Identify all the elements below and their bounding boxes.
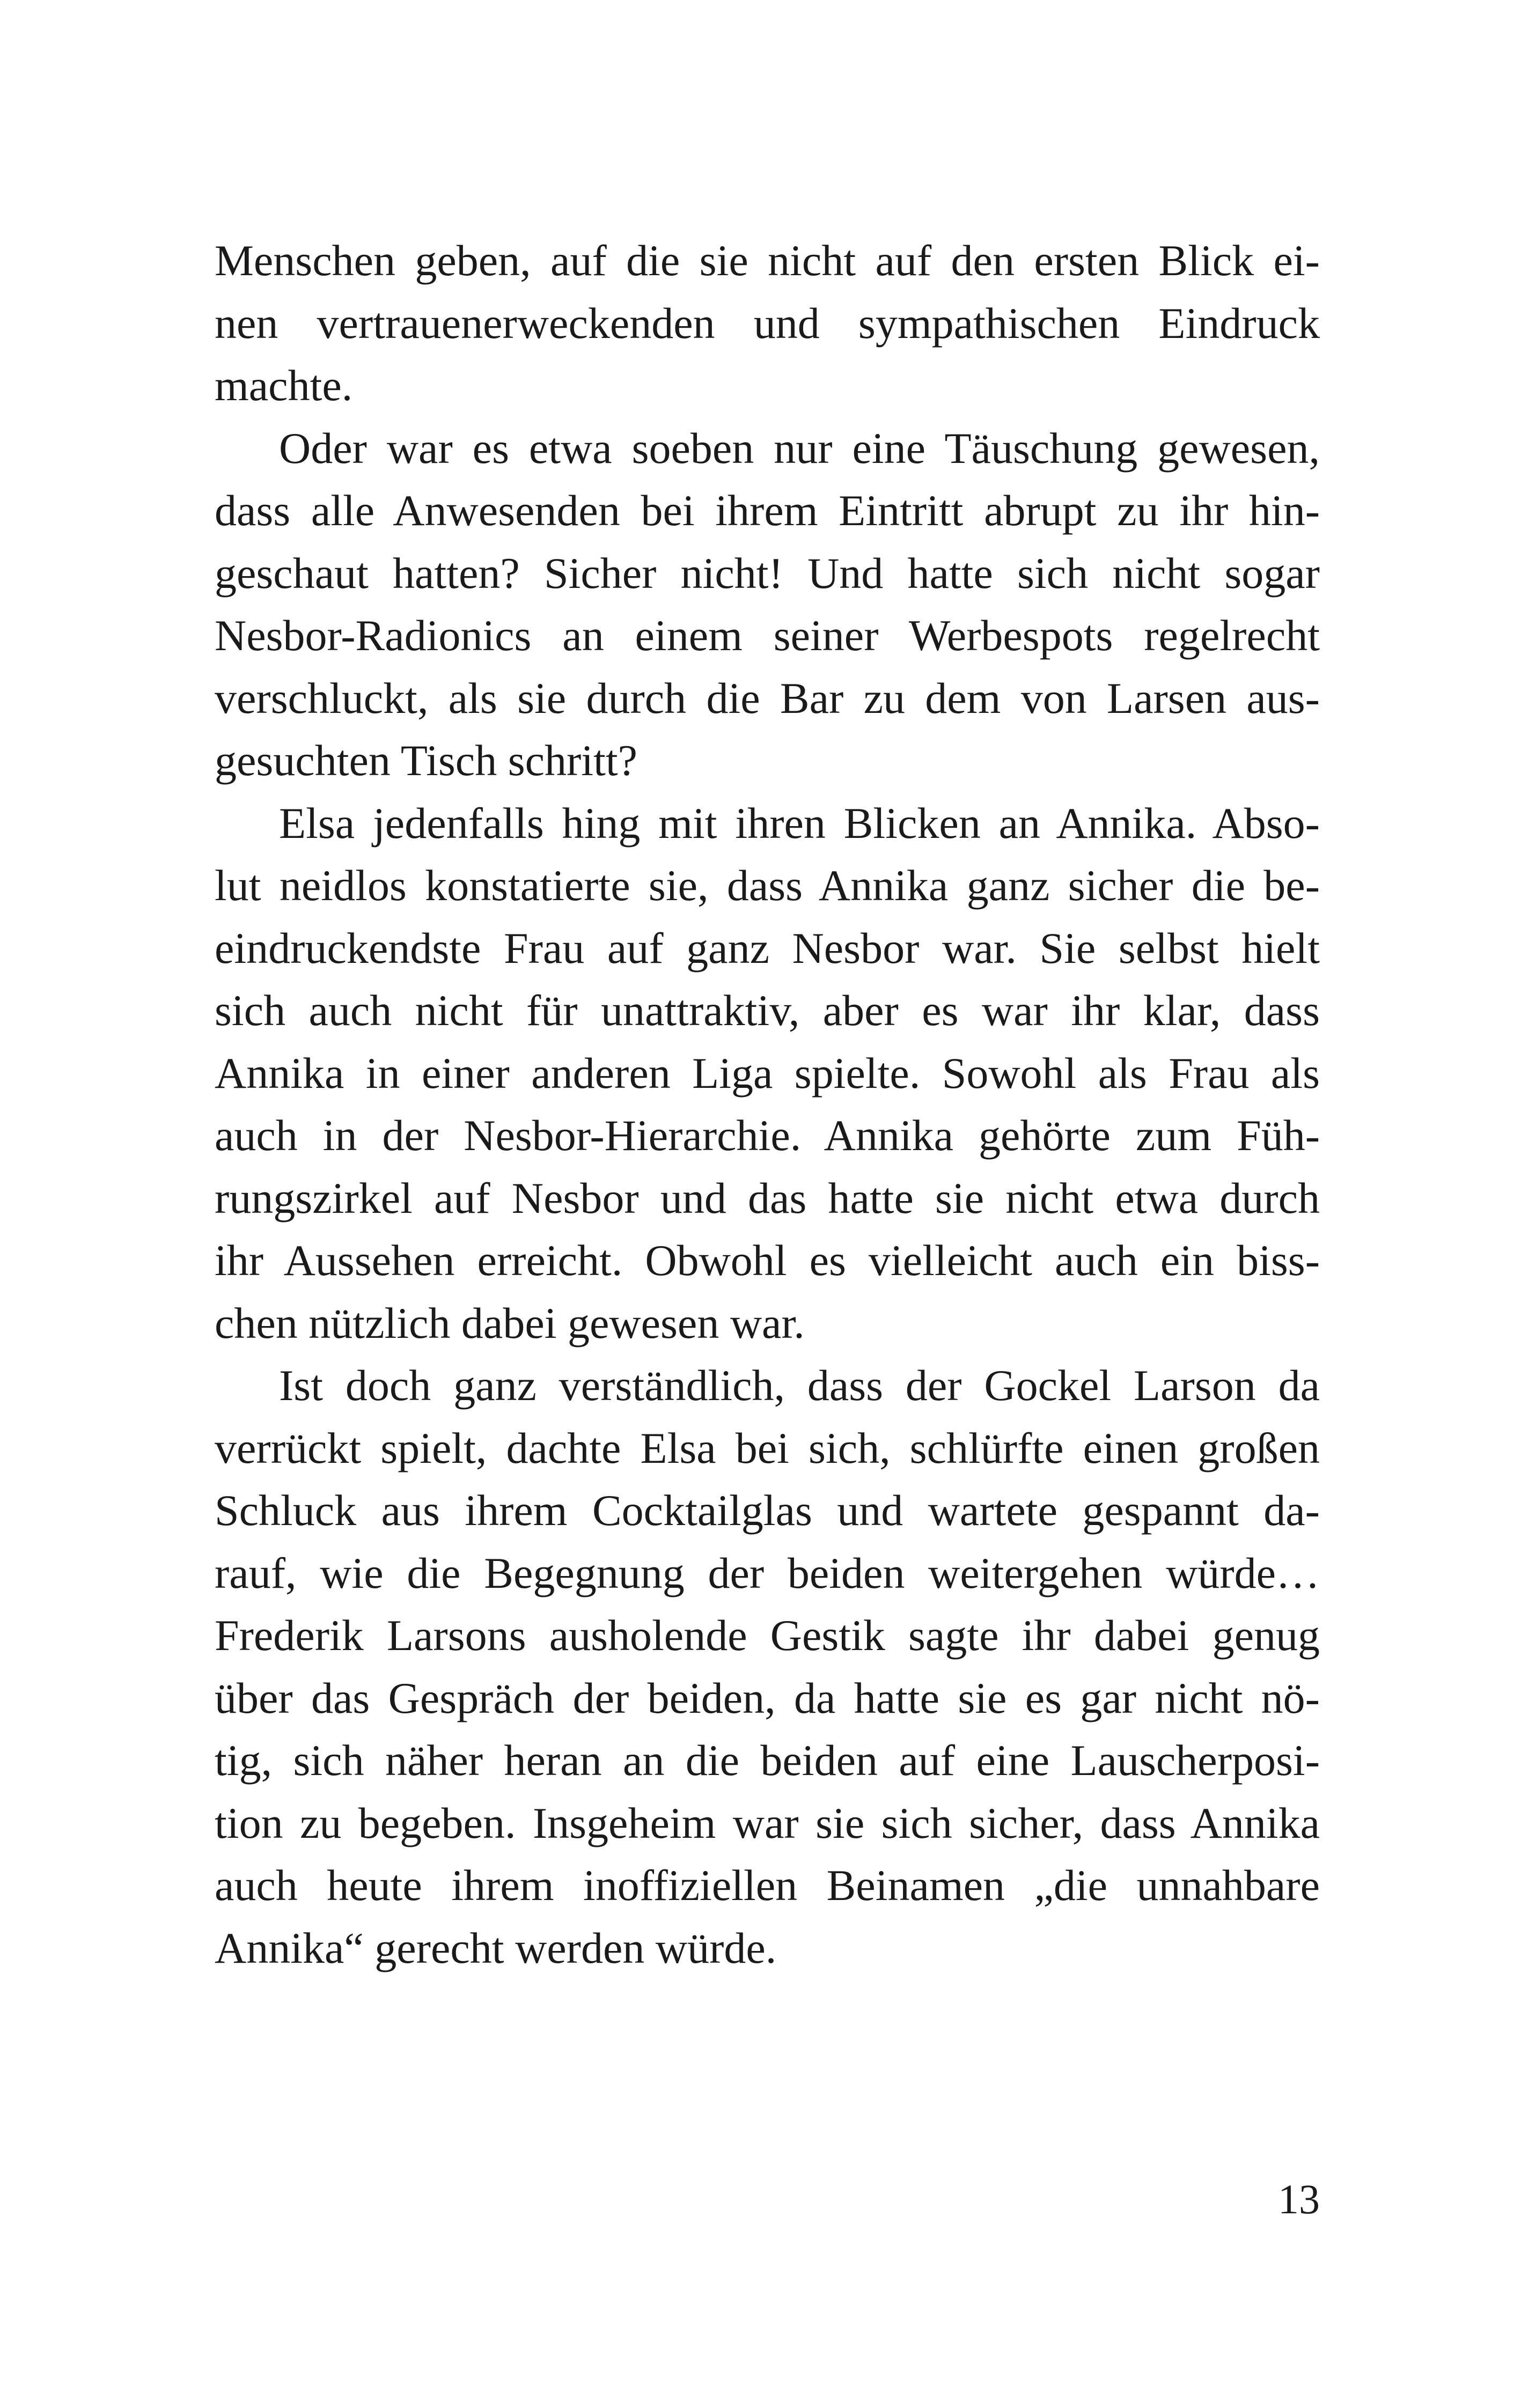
paragraph xyxy=(215,792,1320,1355)
text-line: verrückt spielt, dachte Elsa bei sich, schlürfte einen großen xyxy=(215,1423,1320,1472)
text-line: Nesbor-Radionics an einem seiner Werbespots regelrecht xyxy=(215,611,1320,660)
body-text xyxy=(215,230,1320,1979)
text-line: Elsa jedenfalls hing mit ihren Blicken an Annika. Abso- xyxy=(279,798,1320,848)
paragraph xyxy=(215,417,1320,792)
page-number: 13 xyxy=(1278,2176,1320,2222)
text-line: nen vertrauenerweckenden und sympathischen Eindruck xyxy=(215,298,1320,348)
text-line: lut neidlos konstatierte sie, dass Annika ganz sicher die be- xyxy=(215,861,1320,910)
text-line: über das Gespräch der beiden, da hatte sie es gar nicht nö- xyxy=(215,1673,1320,1722)
paragraph xyxy=(215,1354,1320,1979)
text-line: auch in der Nesbor-Hierarchie. Annika gehörte zum Füh- xyxy=(215,1111,1320,1160)
text-line: dass alle Anwesenden bei ihrem Eintritt abrupt zu ihr hin- xyxy=(215,486,1320,535)
text-line: sich auch nicht für unattraktiv, aber es war ihr klar, dass xyxy=(215,986,1320,1035)
text-line: eindruckendste Frau auf ganz Nesbor war. Sie selbst hielt xyxy=(215,923,1320,973)
text-line: chen nützlich dabei gewesen war. xyxy=(215,1298,805,1347)
text-line: verschluckt, als sie durch die Bar zu dem von Larsen aus- xyxy=(215,673,1320,723)
text-line: Schluck aus ihrem Cocktailglas und wartete gespannt da- xyxy=(215,1486,1320,1535)
text-line: auch heute ihrem inoffiziellen Beinamen „die unnahbare xyxy=(215,1861,1320,1910)
text-line: gesuchten Tisch schritt? xyxy=(215,736,638,785)
paragraph xyxy=(215,230,1320,417)
text-line: Frederik Larsons ausholende Gestik sagte ihr dabei genug xyxy=(215,1611,1320,1660)
text-line: rauf, wie die Begegnung der beiden weitergehen würde… xyxy=(215,1548,1320,1597)
text-line: ihr Aussehen erreicht. Obwohl es vielleicht auch ein biss- xyxy=(215,1236,1320,1285)
text-line: tion zu begeben. Insgeheim war sie sich sicher, dass Annika xyxy=(215,1798,1320,1847)
text-line: Annika in einer anderen Liga spielte. Sowohl als Frau als xyxy=(215,1048,1320,1098)
text-line: Oder war es etwa soeben nur eine Täuschung gewesen, xyxy=(279,423,1320,473)
text-line: Menschen geben, auf die sie nicht auf den ersten Blick ei- xyxy=(215,236,1320,285)
text-line: Ist doch ganz verständlich, dass der Gockel Larson da xyxy=(279,1361,1320,1410)
text-line: Annika“ gerecht werden würde. xyxy=(215,1923,777,1972)
text-line: machte. xyxy=(215,361,353,410)
text-line: tig, sich näher heran an die beiden auf eine Lauscherposi- xyxy=(215,1736,1320,1785)
text-line: rungszirkel auf Nesbor und das hatte sie nicht etwa durch xyxy=(215,1173,1320,1223)
text-line: geschaut hatten? Sicher nicht! Und hatte sich nicht sogar xyxy=(215,548,1320,598)
